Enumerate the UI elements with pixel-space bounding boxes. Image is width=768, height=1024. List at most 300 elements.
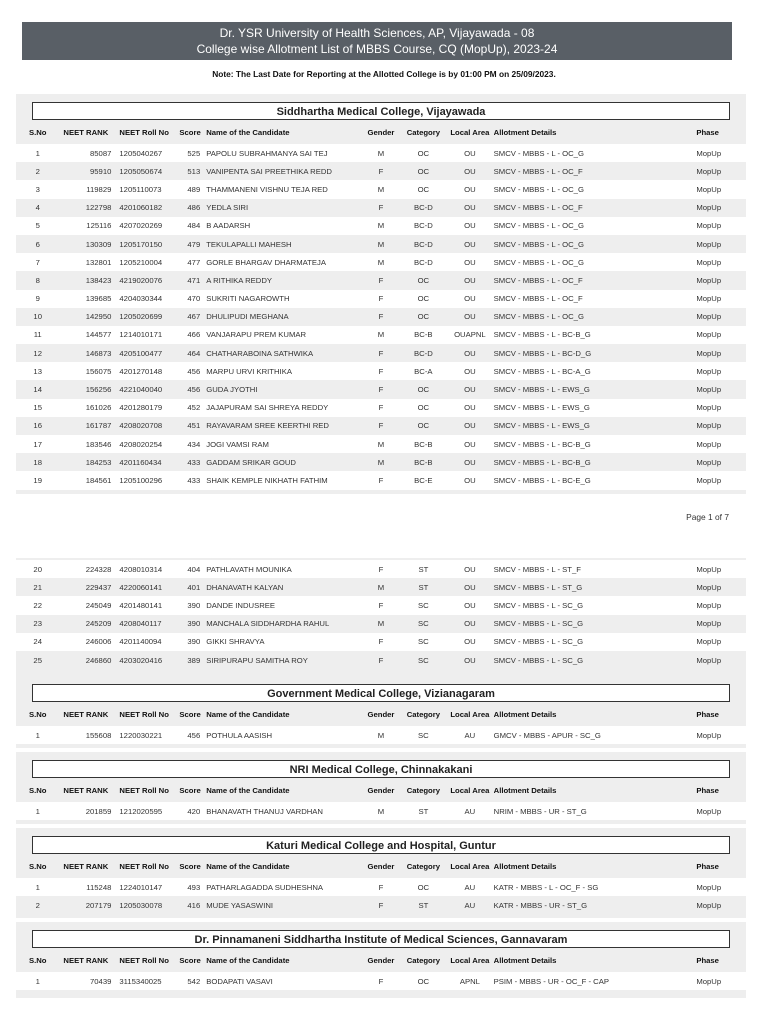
phase-cell: MopUp [696, 199, 746, 217]
allotment-details-cell: SMCV - MBBS - L - SC_G [494, 633, 697, 651]
sno-cell: 1 [16, 878, 59, 896]
category-header: Category [406, 785, 441, 795]
sno-cell: 2 [16, 162, 59, 180]
candidate-name-cell: PAPOLU SUBRAHMANYA SAI TEJ [206, 144, 361, 162]
candidate-name-cell: JOGI VAMSI RAM [206, 435, 361, 453]
neet-roll-header: NEET Roll No [119, 861, 169, 871]
score-cell: 542 [179, 972, 206, 990]
category-cell: BC-D [401, 217, 446, 235]
gender-cell: F [361, 380, 400, 398]
neet-rank-cell: 144577 [59, 326, 119, 344]
table-row [16, 271, 746, 289]
local-area-cell: OU [446, 560, 494, 578]
local-area-cell: OU [446, 362, 494, 380]
sno-cell: 16 [16, 417, 59, 435]
table-header-row [16, 948, 746, 972]
gender-cell: F [361, 878, 400, 896]
reporting-note: Note: The Last Date for Reporting at the Allotted College is by 01:00 PM on 25/09/2023. [212, 69, 556, 79]
neet-rank-cell: 130309 [59, 235, 119, 253]
allotment-details-cell: KATR - MBBS - L - OC_F - SG [494, 878, 697, 896]
local-area-cell: OU [446, 399, 494, 417]
college-section [16, 676, 746, 748]
category-cell: ST [401, 896, 446, 914]
candidate-name-header: Name of the Candidate [206, 955, 290, 965]
college-section [16, 922, 746, 998]
neet-rank-cell: 146873 [59, 344, 119, 362]
local-area-cell: OU [446, 253, 494, 271]
phase-cell: MopUp [696, 972, 746, 990]
local-area-cell: OU [446, 344, 494, 362]
table-header-row [16, 778, 746, 802]
local-area-cell: OU [446, 308, 494, 326]
neet-rank-cell: 161026 [59, 399, 119, 417]
gender-cell: F [361, 162, 400, 180]
candidate-name-cell: BHANAVATH THANUJ VARDHAN [206, 802, 361, 820]
neet-rank-header: NEET RANK [63, 861, 109, 871]
sno-cell: 23 [16, 615, 59, 633]
score-cell: 513 [179, 162, 206, 180]
category-cell: SC [401, 726, 446, 744]
sno-cell: 4 [16, 199, 59, 217]
sno-cell: 9 [16, 290, 59, 308]
allotment-details-cell: SMCV - MBBS - L - EWS_G [494, 380, 697, 398]
category-cell: SC [401, 596, 446, 614]
table-row [16, 180, 746, 198]
score-cell: 493 [179, 878, 206, 896]
table-row [16, 417, 746, 435]
score-cell: 433 [179, 453, 206, 471]
sno-cell: 1 [16, 972, 59, 990]
sno-cell: 17 [16, 435, 59, 453]
candidate-name-cell: VANJARAPU PREM KUMAR [206, 326, 361, 344]
candidate-name-cell: GORLE BHARGAV DHARMATEJA [206, 253, 361, 271]
gender-cell: F [361, 344, 400, 362]
candidate-name-cell: JAJAPURAM SAI SHREYA REDDY [206, 399, 361, 417]
sno-cell: 1 [16, 144, 59, 162]
score-cell: 433 [179, 471, 206, 489]
score-cell: 456 [179, 362, 206, 380]
local-area-header: Local Area [450, 709, 490, 719]
category-cell: OC [401, 399, 446, 417]
local-area-cell: OU [446, 651, 494, 669]
gender-cell: F [361, 596, 400, 614]
allotment-details-cell: PSIM - MBBS - UR - OC_F - CAP [494, 972, 697, 990]
phase-cell: MopUp [696, 162, 746, 180]
phase-cell: MopUp [696, 802, 746, 820]
table-row [16, 651, 746, 669]
candidate-name-header: Name of the Candidate [206, 785, 290, 795]
candidate-name-cell: B AADARSH [206, 217, 361, 235]
gender-cell: M [361, 453, 400, 471]
phase-cell: MopUp [696, 435, 746, 453]
gender-cell: M [361, 435, 400, 453]
gender-cell: F [361, 399, 400, 417]
category-cell: BC-B [401, 435, 446, 453]
sno-cell: 18 [16, 453, 59, 471]
allotment-details-cell: SMCV - MBBS - L - SC_G [494, 615, 697, 633]
phase-cell: MopUp [696, 726, 746, 744]
neet-roll-cell: 1220030221 [119, 726, 179, 744]
neet-roll-header: NEET Roll No [119, 709, 169, 719]
neet-roll-cell: 1205110073 [119, 180, 179, 198]
college-title: Dr. Pinnamaneni Siddhartha Institute of Medical Sciences, Gannavaram [32, 930, 730, 948]
score-header: Score [179, 785, 201, 795]
neet-roll-cell: 4201270148 [119, 362, 179, 380]
score-header: Score [179, 709, 201, 719]
candidate-name-cell: VANIPENTA SAI PREETHIKA REDD [206, 162, 361, 180]
phase-header: Phase [696, 127, 719, 137]
score-cell: 390 [179, 615, 206, 633]
allotment-table [16, 854, 746, 914]
local-area-cell: AU [446, 726, 494, 744]
sno-cell: 1 [16, 726, 59, 744]
neet-roll-cell: 4208040117 [119, 615, 179, 633]
candidate-name-cell: SIRIPURAPU SAMITHA ROY [206, 651, 361, 669]
category-cell: OC [401, 417, 446, 435]
table-row [16, 144, 746, 162]
allotment-details-cell: SMCV - MBBS - L - OC_F [494, 290, 697, 308]
table-row [16, 726, 746, 744]
neet-roll-cell: 4204030344 [119, 290, 179, 308]
local-area-cell: OU [446, 578, 494, 596]
gender-cell: M [361, 615, 400, 633]
allotment-table [16, 560, 746, 669]
neet-rank-cell: 161787 [59, 417, 119, 435]
candidate-name-cell: MUDE YASASWINI [206, 896, 361, 914]
category-cell: OC [401, 308, 446, 326]
local-area-cell: OU [446, 615, 494, 633]
score-cell: 452 [179, 399, 206, 417]
table-row [16, 217, 746, 235]
category-cell: OC [401, 878, 446, 896]
candidate-name-cell: THAMMANENI VISHNU TEJA RED [206, 180, 361, 198]
neet-roll-cell: 4203020416 [119, 651, 179, 669]
allotment-details-cell: SMCV - MBBS - L - OC_F [494, 199, 697, 217]
college-title: Katuri Medical College and Hospital, Guntur [32, 836, 730, 854]
category-cell: SC [401, 615, 446, 633]
sno-header: S.No [28, 709, 47, 719]
local-area-cell: OU [446, 144, 494, 162]
gender-header: Gender [367, 861, 395, 871]
category-cell: BC-B [401, 453, 446, 471]
category-cell: SC [401, 651, 446, 669]
header-line-2: College wise Allotment List of MBBS Course, CQ (MopUp), 2023-24 [196, 42, 558, 56]
phase-cell: MopUp [696, 271, 746, 289]
gender-header: Gender [367, 785, 395, 795]
candidate-name-cell: MANCHALA SIDDHARDHA RAHUL [206, 615, 361, 633]
sno-cell: 24 [16, 633, 59, 651]
gender-cell: M [361, 253, 400, 271]
sno-header: S.No [28, 861, 47, 871]
candidate-name-cell: BODAPATI VASAVI [206, 972, 361, 990]
table-row [16, 972, 746, 990]
neet-rank-cell: 119829 [59, 180, 119, 198]
sno-cell: 3 [16, 180, 59, 198]
phase-cell: MopUp [696, 417, 746, 435]
neet-rank-cell: 142950 [59, 308, 119, 326]
college-title: Siddhartha Medical College, Vijayawada [32, 102, 730, 120]
phase-cell: MopUp [696, 399, 746, 417]
gender-cell: F [361, 471, 400, 489]
neet-roll-cell: 1205050674 [119, 162, 179, 180]
allotment-details-header: Allotment Details [493, 709, 557, 719]
local-area-cell: OU [446, 180, 494, 198]
score-cell: 401 [179, 578, 206, 596]
gender-header: Gender [367, 127, 395, 137]
gender-cell: M [361, 802, 400, 820]
sno-header: S.No [28, 785, 47, 795]
category-cell: BC-D [401, 235, 446, 253]
candidate-name-cell: YEDLA SIRI [206, 199, 361, 217]
neet-rank-cell: 85087 [59, 144, 119, 162]
local-area-cell: AU [446, 802, 494, 820]
phase-cell: MopUp [696, 596, 746, 614]
table-row [16, 435, 746, 453]
neet-rank-cell: 125116 [59, 217, 119, 235]
allotment-table [16, 778, 746, 820]
allotment-details-cell: SMCV - MBBS - L - EWS_G [494, 417, 697, 435]
table-row [16, 878, 746, 896]
local-area-cell: OU [446, 290, 494, 308]
allotment-details-cell: SMCV - MBBS - L - OC_G [494, 180, 697, 198]
score-cell: 464 [179, 344, 206, 362]
category-cell: OC [401, 180, 446, 198]
table-row [16, 290, 746, 308]
table-row [16, 596, 746, 614]
allotment-table [16, 702, 746, 744]
table-row [16, 633, 746, 651]
candidate-name-cell: SHAIK KEMPLE NIKHATH FATHIM [206, 471, 361, 489]
phase-cell: MopUp [696, 217, 746, 235]
local-area-cell: APNL [446, 972, 494, 990]
local-area-cell: OU [446, 162, 494, 180]
allotment-table [16, 120, 746, 490]
candidate-name-cell: MARPU URVI KRITHIKA [206, 362, 361, 380]
table-row [16, 802, 746, 820]
neet-roll-cell: 1205210004 [119, 253, 179, 271]
category-cell: BC-A [401, 362, 446, 380]
gender-cell: M [361, 235, 400, 253]
table-row [16, 453, 746, 471]
category-cell: BC-B [401, 326, 446, 344]
score-cell: 456 [179, 380, 206, 398]
gender-header: Gender [367, 709, 395, 719]
neet-rank-header: NEET RANK [63, 955, 109, 965]
sno-header: S.No [28, 955, 47, 965]
phase-cell: MopUp [696, 326, 746, 344]
score-cell: 434 [179, 435, 206, 453]
allotment-details-cell: SMCV - MBBS - L - ST_F [494, 560, 697, 578]
score-cell: 390 [179, 596, 206, 614]
local-area-header: Local Area [450, 861, 490, 871]
allotment-details-header: Allotment Details [493, 127, 557, 137]
table-header-row [16, 702, 746, 726]
local-area-cell: OU [446, 633, 494, 651]
category-cell: OC [401, 162, 446, 180]
gender-cell: F [361, 271, 400, 289]
neet-rank-cell: 138423 [59, 271, 119, 289]
category-cell: SC [401, 633, 446, 651]
neet-roll-cell: 4221040040 [119, 380, 179, 398]
candidate-name-cell: GUDA JYOTHI [206, 380, 361, 398]
allotment-details-header: Allotment Details [493, 955, 557, 965]
neet-rank-cell: 156075 [59, 362, 119, 380]
table-header-row [16, 854, 746, 878]
table-row [16, 362, 746, 380]
neet-rank-cell: 183546 [59, 435, 119, 453]
phase-cell: MopUp [696, 235, 746, 253]
local-area-cell: OU [446, 380, 494, 398]
category-cell: ST [401, 560, 446, 578]
allotment-details-cell: SMCV - MBBS - L - BC-E_G [494, 471, 697, 489]
phase-cell: MopUp [696, 878, 746, 896]
allotment-details-cell: SMCV - MBBS - L - OC_F [494, 162, 697, 180]
gender-cell: M [361, 217, 400, 235]
phase-cell: MopUp [696, 471, 746, 489]
page-number: Page 1 of 7 [686, 512, 729, 522]
table-row [16, 615, 746, 633]
neet-rank-cell: 184561 [59, 471, 119, 489]
allotment-details-cell: SMCV - MBBS - L - BC-B_G [494, 326, 697, 344]
phase-cell: MopUp [696, 144, 746, 162]
phase-cell: MopUp [696, 344, 746, 362]
allotment-details-cell: SMCV - MBBS - L - BC-A_G [494, 362, 697, 380]
gender-cell: M [361, 144, 400, 162]
neet-roll-cell: 4208020708 [119, 417, 179, 435]
score-cell: 466 [179, 326, 206, 344]
college-section [16, 828, 746, 918]
local-area-header: Local Area [450, 955, 490, 965]
college-section [16, 94, 746, 494]
category-cell: ST [401, 578, 446, 596]
candidate-name-cell: PATHLAVATH MOUNIKA [206, 560, 361, 578]
phase-header: Phase [696, 785, 719, 795]
score-cell: 477 [179, 253, 206, 271]
allotment-details-header: Allotment Details [493, 785, 557, 795]
gender-cell: M [361, 180, 400, 198]
neet-rank-cell: 201859 [59, 802, 119, 820]
score-cell: 484 [179, 217, 206, 235]
phase-header: Phase [696, 709, 719, 719]
score-cell: 456 [179, 726, 206, 744]
candidate-name-cell: GADDAM SRIKAR GOUD [206, 453, 361, 471]
sno-cell: 5 [16, 217, 59, 235]
neet-roll-cell: 1205030078 [119, 896, 179, 914]
phase-cell: MopUp [696, 180, 746, 198]
neet-roll-cell: 3115340025 [119, 972, 179, 990]
category-cell: BC-D [401, 253, 446, 271]
gender-cell: F [361, 651, 400, 669]
neet-roll-cell: 1205040267 [119, 144, 179, 162]
neet-roll-cell: 1212020595 [119, 802, 179, 820]
allotment-details-cell: SMCV - MBBS - L - BC-B_G [494, 435, 697, 453]
neet-roll-cell: 1205020699 [119, 308, 179, 326]
score-header: Score [179, 861, 201, 871]
category-cell: OC [401, 380, 446, 398]
neet-roll-cell: 4219020076 [119, 271, 179, 289]
sno-cell: 20 [16, 560, 59, 578]
neet-roll-header: NEET Roll No [119, 127, 169, 137]
allotment-table [16, 948, 746, 990]
score-cell: 420 [179, 802, 206, 820]
score-cell: 471 [179, 271, 206, 289]
category-header: Category [406, 955, 441, 965]
candidate-name-cell: PATHARLAGADDA SUDHESHNA [206, 878, 361, 896]
neet-roll-cell: 4208010314 [119, 560, 179, 578]
sno-cell: 22 [16, 596, 59, 614]
sno-cell: 6 [16, 235, 59, 253]
neet-rank-cell: 207179 [59, 896, 119, 914]
local-area-cell: OU [446, 453, 494, 471]
neet-rank-cell: 224328 [59, 560, 119, 578]
neet-rank-cell: 156256 [59, 380, 119, 398]
document-header [22, 22, 732, 60]
candidate-name-cell: CHATHARABOINA SATHWIKA [206, 344, 361, 362]
local-area-cell: OU [446, 199, 494, 217]
neet-roll-cell: 1214010171 [119, 326, 179, 344]
allotment-details-cell: SMCV - MBBS - L - BC-D_G [494, 344, 697, 362]
neet-rank-cell: 245049 [59, 596, 119, 614]
gender-cell: F [361, 972, 400, 990]
candidate-name-cell: DHANAVATH KALYAN [206, 578, 361, 596]
neet-roll-cell: 1205170150 [119, 235, 179, 253]
phase-cell: MopUp [696, 308, 746, 326]
allotment-details-cell: SMCV - MBBS - L - EWS_G [494, 399, 697, 417]
neet-roll-cell: 4201060182 [119, 199, 179, 217]
category-cell: OC [401, 972, 446, 990]
gender-cell: F [361, 560, 400, 578]
gender-cell: F [361, 896, 400, 914]
gender-cell: M [361, 726, 400, 744]
neet-roll-cell: 1205100296 [119, 471, 179, 489]
table-row [16, 199, 746, 217]
college-title: Government Medical College, Vizianagaram [32, 684, 730, 702]
table-header-row [16, 120, 746, 144]
candidate-name-cell: RAYAVARAM SREE KEERTHI RED [206, 417, 361, 435]
category-header: Category [406, 127, 441, 137]
allotment-details-cell: NRIM - MBBS - UR - ST_G [494, 802, 697, 820]
neet-roll-cell: 4220060141 [119, 578, 179, 596]
phase-cell: MopUp [696, 290, 746, 308]
table-row [16, 235, 746, 253]
sno-cell: 21 [16, 578, 59, 596]
phase-cell: MopUp [696, 453, 746, 471]
neet-roll-cell: 4208020254 [119, 435, 179, 453]
local-area-cell: OU [446, 235, 494, 253]
category-header: Category [406, 709, 441, 719]
neet-rank-cell: 246860 [59, 651, 119, 669]
neet-rank-header: NEET RANK [63, 127, 109, 137]
score-cell: 479 [179, 235, 206, 253]
phase-cell: MopUp [696, 560, 746, 578]
local-area-cell: OU [446, 596, 494, 614]
neet-rank-cell: 122798 [59, 199, 119, 217]
phase-cell: MopUp [696, 651, 746, 669]
category-header: Category [406, 861, 441, 871]
category-cell: ST [401, 802, 446, 820]
gender-cell: M [361, 578, 400, 596]
phase-cell: MopUp [696, 362, 746, 380]
sno-cell: 7 [16, 253, 59, 271]
category-cell: BC-D [401, 344, 446, 362]
category-cell: OC [401, 144, 446, 162]
gender-cell: F [361, 633, 400, 651]
neet-rank-header: NEET RANK [63, 709, 109, 719]
neet-rank-cell: 95910 [59, 162, 119, 180]
category-cell: OC [401, 290, 446, 308]
gender-cell: F [361, 290, 400, 308]
gender-cell: F [361, 417, 400, 435]
